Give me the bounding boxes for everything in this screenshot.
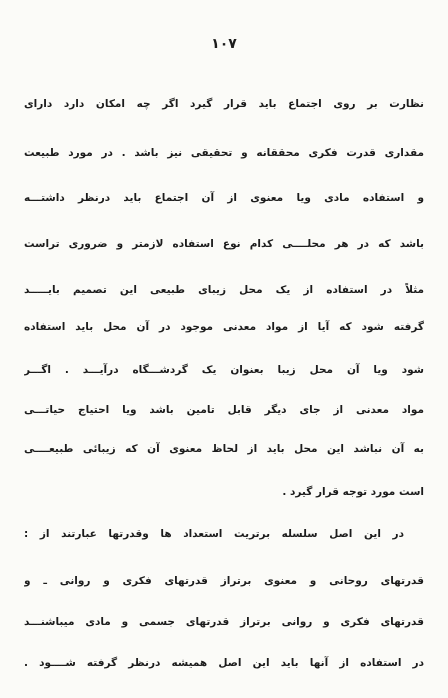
text-line: باشد که در هر محلــــی کدام نوع استفاده لازمتر و ضروری تراست	[24, 238, 424, 250]
text-line: مثلاً در استفاده از یک محل زیبای طبیعی این تصمیم بایـــــد	[24, 284, 424, 296]
text-line: به آن نباشد این محل باید از لحاظ معنوی آن که زیبائی طبیعــــی	[24, 443, 424, 455]
text-line: شود ویا آن محل زیبا بعنوان یک گردشـــگاه درآیـــد . اگـــر	[24, 364, 424, 376]
text-line: نظارت بر روی اجتماع باید قرار گیرد اگر چه امکان دارد دارای	[24, 98, 424, 110]
text-line: مقداری قدرت فکری محققانه و تحقیقی نیز باشد . در مورد طبیعت	[24, 147, 424, 159]
text-line: گرفته شود که آیا از مواد معدنی موجود در آن محل باید استفاده	[24, 321, 424, 333]
page-number: ۱۰۷	[211, 36, 237, 52]
text-line: است مورد توجه قرار گیرد .	[282, 486, 424, 498]
text-line: قدرتهای روحانی و معنوی برتراز قدرتهای فکری و روانی ـ و	[24, 575, 424, 587]
text-line: قدرتهای فکری و روانی برتراز قدرتهای جسمی و مادی میباشنـــد	[24, 616, 424, 628]
text-line: در استفاده از آنها باید این اصل همیشه درنظر گرفته شــــود .	[24, 657, 424, 669]
text-line: در این اصل سلسله برتریت استعداد ها وقدرتها عبارتند از :	[24, 528, 404, 540]
text-line: و استفاده مادی ویا معنوی از آن اجتماع باید درنظر داشتـــه	[24, 192, 424, 204]
text-line: مواد معدنی از جای دیگر قابل تامین باشد ویا احتیاج حیاتـــی	[24, 404, 424, 416]
